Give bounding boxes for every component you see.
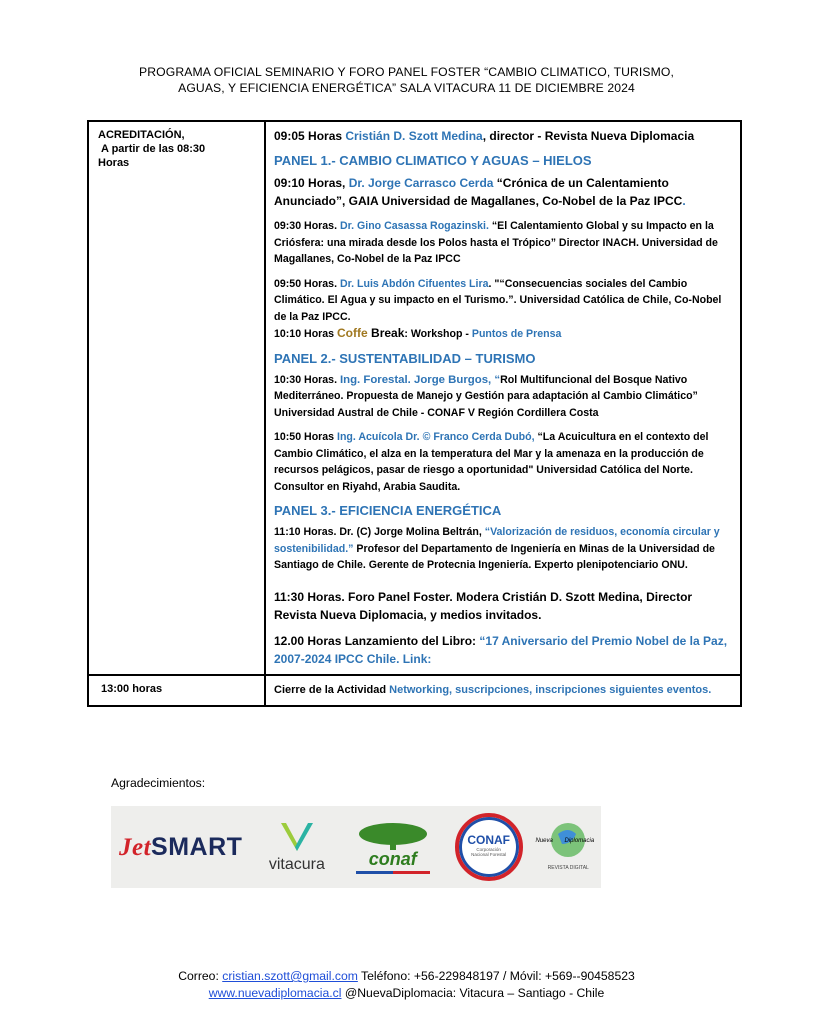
program-cell bbox=[265, 121, 741, 675]
jetsmart-smart: SMART bbox=[151, 832, 243, 861]
item-text: Profesor del Departamento de Ingeniería en Minas de la Universidad de Santiago de Chile. Gerente de Protecnia Ingeniería. Experto plenipotenciario ONU. bbox=[274, 542, 715, 571]
item-text: Rol Multifuncional del Bosque Nativo Mediterráneo. Propuesta de Manejo y Gestión para adaptación al Cambio Climático” Universidad Austral de Chile - CONAF V Región Cordillera Costa bbox=[274, 373, 698, 419]
flag-stripe bbox=[356, 871, 430, 874]
accreditation-hours: Horas bbox=[98, 157, 130, 169]
footer bbox=[60, 968, 753, 1002]
speaker-name: Ing. Acuícola Dr. © Franco Cerda Dubó, bbox=[337, 431, 535, 443]
accreditation-from: A partir de las 08:30 bbox=[101, 143, 206, 155]
email-link[interactable]: cristian.szott@gmail.com bbox=[222, 969, 358, 983]
accreditation-label: ACREDITACIÓN, bbox=[98, 129, 185, 141]
opening-item bbox=[274, 127, 734, 145]
email-label: Correo: bbox=[178, 969, 223, 983]
conaf-seal bbox=[455, 813, 523, 881]
speaker-name: Ing. Forestal. Jorge Burgos, “ bbox=[339, 373, 501, 386]
table-row bbox=[88, 675, 741, 706]
item-time: 09:10 Horas, bbox=[274, 176, 349, 190]
nd-nueva: Nueva bbox=[535, 838, 553, 844]
item-text: , director - Revista Nueva Diplomacia bbox=[482, 129, 695, 143]
closing-text: Networking, suscripciones, inscripciones siguientes eventos. bbox=[389, 683, 712, 696]
vitacura-logo bbox=[250, 821, 344, 874]
item-text: “La Acuicultura en el contexto del Cambio Climático, el alza en la temperatura del Mar y la amenaza en la producción de recursos pelágicos, pasar de riesgo a oportunidad" Universidad Católica del Norte. Consultor en Riyahd, Arabia Saudita. bbox=[274, 431, 709, 493]
item-1010 bbox=[274, 325, 734, 343]
conaf-sub-1: Corporación bbox=[476, 847, 501, 852]
item-1050 bbox=[274, 429, 734, 495]
item-time: 10:50 Horas bbox=[274, 431, 338, 443]
vitacura-v-icon bbox=[279, 821, 315, 853]
item-time: 09:05 Horas bbox=[274, 129, 346, 143]
sponsor-logos bbox=[111, 806, 601, 888]
item-time: 10:30 Horas. bbox=[274, 373, 340, 386]
item-1030 bbox=[274, 372, 734, 422]
program-title bbox=[60, 64, 753, 96]
item-0910 bbox=[274, 174, 734, 210]
phone-text: Teléfono: +56-229848197 / Móvil: +569--90458523 bbox=[357, 969, 635, 983]
item-end: . bbox=[682, 194, 686, 208]
program-table bbox=[87, 120, 742, 707]
footer-line-2 bbox=[60, 985, 753, 1002]
item-1200 bbox=[274, 632, 734, 668]
nd-revista: REVISTA DIGITAL bbox=[547, 865, 589, 871]
item-text: : Workshop - bbox=[404, 328, 472, 340]
speaker-name: Dr. Luis Abdón Cifuentes Lira bbox=[339, 277, 489, 290]
title-line-2: AGUAS, Y EFICIENCIA ENERGÉTICA” SALA VITACURA 11 DE DICIEMBRE 2024 bbox=[178, 81, 635, 95]
item-1130: 11:30 Horas. Foro Panel Foster. Modera Cristián D. Szott Medina, Director Revista Nueva Diplomacia, y medios invitados. bbox=[274, 589, 693, 622]
closing-cell bbox=[265, 675, 741, 706]
table-row bbox=[88, 121, 741, 675]
tree-icon bbox=[353, 820, 433, 850]
speaker-name: Dr. Gino Casassa Rogazinski. bbox=[339, 220, 489, 232]
item-time: 12.00 Horas Lanzamiento del Libro: bbox=[274, 633, 480, 648]
conaf-circle-logo bbox=[442, 813, 536, 881]
vitacura-text: vitacura bbox=[268, 855, 325, 873]
break-word: Break bbox=[367, 326, 405, 340]
nd-diplomacia: Diplomacia bbox=[564, 838, 595, 844]
jetsmart-jet: Jet bbox=[119, 833, 152, 861]
book-title[interactable]: “17 Aniversario del Premio Nobel de la Paz, 2007-2024 IPCC Chile. Link: bbox=[274, 633, 728, 666]
conaf-green-text: conaf bbox=[368, 849, 417, 869]
item-text: “Crónica de un Calentamiento Anunciado”, GAIA Universidad de Magallanes, Co-Nobel de la Paz IPCC bbox=[274, 176, 683, 208]
conaf-sub-2: Nacional Forestal bbox=[471, 852, 507, 857]
item-time: 09:30 Horas. bbox=[274, 220, 340, 232]
item-text: . "“Consecuencias sociales del Cambio Climático. El Agua y su impacto en el Turismo.”. Universidad Católica de Chile, Co-Nobel de la Paz IPCC. bbox=[274, 277, 722, 323]
closing-time: 13:00 horas bbox=[88, 675, 265, 706]
footer-location: @NuevaDiplomacia: Vitacura – Santiago - Chile bbox=[341, 986, 605, 1000]
item-text: “El Calentamiento Global y su Impacto en la Criósfera: una mirada desde los Polos hasta el Trópico” Director INACH. Universidad de Magallanes, Co-Nobel de la Paz IPCC bbox=[274, 220, 718, 265]
item-0930 bbox=[274, 218, 734, 268]
jetsmart-logo bbox=[111, 833, 250, 862]
panel-2-heading: PANEL 2.- SUSTENTABILIDAD – TURISMO bbox=[274, 350, 536, 366]
conaf-circle-text: CONAF bbox=[467, 833, 511, 847]
nd-text bbox=[535, 838, 594, 844]
item-0950 bbox=[274, 276, 734, 326]
talk-title: “Valorización de residuos, economía circular y sostenibilidad.” bbox=[274, 526, 720, 555]
speaker-name: Cristián D. Szott Medina bbox=[345, 129, 483, 143]
website-link[interactable]: www.nuevadiplomacia.cl bbox=[208, 986, 342, 1000]
thanks-label: Agradecimientos: bbox=[111, 776, 206, 790]
panel-1-heading: PANEL 1.- CAMBIO CLIMATICO Y AGUAS – HIELOS bbox=[274, 153, 592, 168]
conaf-green-logo bbox=[344, 820, 442, 874]
item-time: 09:50 Horas. bbox=[274, 277, 340, 290]
press-points: Puntos de Prensa bbox=[471, 328, 562, 340]
item-time: 10:10 Horas bbox=[274, 328, 338, 340]
item-time: 11:10 Horas. Dr. (C) Jorge Molina Beltrán, bbox=[274, 526, 485, 538]
accreditation-cell bbox=[88, 121, 265, 675]
speaker-name: Dr. Jorge Carrasco Cerda bbox=[348, 176, 494, 190]
panel-3-heading: PANEL 3.- EFICIENCIA ENERGÉTICA bbox=[274, 503, 502, 518]
footer-line-1 bbox=[60, 968, 753, 985]
item-1110 bbox=[274, 524, 734, 574]
title-line-1: PROGRAMA OFICIAL SEMINARIO Y FORO PANEL FOSTER “CAMBIO CLIMATICO, TURISMO, bbox=[139, 65, 674, 79]
coffee-word: Coffe bbox=[337, 326, 368, 340]
closing-label: Cierre de la Actividad bbox=[274, 683, 390, 696]
nueva-diplomacia-logo bbox=[535, 812, 601, 882]
